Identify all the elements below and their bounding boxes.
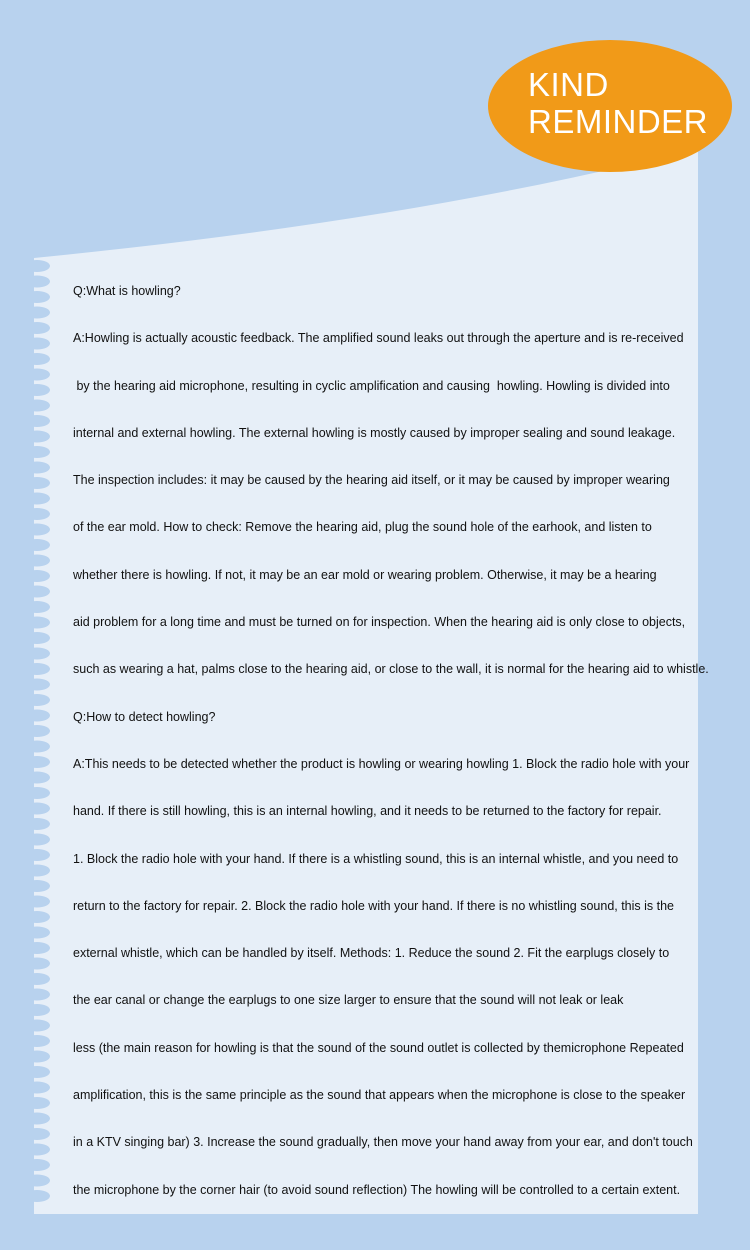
text-line: of the ear mold. How to check: Remove the hearing aid, plug the sound hole of the earhook, and listen to	[73, 520, 652, 535]
binding-hole	[24, 555, 50, 567]
binding-hole	[24, 400, 50, 412]
binding-hole	[24, 803, 50, 815]
binding-hole	[24, 989, 50, 1001]
binding-hole	[24, 1082, 50, 1094]
text-line: A:Howling is actually acoustic feedback. The amplified sound leaks out through the aperture and is re-received	[73, 331, 684, 346]
text-line: less (the main reason for howling is that the sound of the sound outlet is collected by themicrophone Repeated	[73, 1040, 684, 1055]
binding-hole	[24, 384, 50, 396]
binding-hole	[24, 446, 50, 458]
binding-hole	[24, 942, 50, 954]
binding-hole	[24, 415, 50, 427]
binding-hole	[24, 756, 50, 768]
text-line: Q:What is howling?	[73, 284, 181, 298]
text-line: external whistle, which can be handled by itself. Methods: 1. Reduce the sound 2. Fit the earplugs closely to	[73, 946, 670, 961]
binding-hole	[24, 725, 50, 737]
binding-hole	[24, 322, 50, 334]
binding-hole	[24, 632, 50, 644]
binding-hole	[24, 617, 50, 629]
text-line: the microphone by the corner hair (to avoid sound reflection) The howling will be controlled to a certain extent.	[73, 1182, 681, 1197]
binding-hole	[24, 1113, 50, 1125]
binding-hole	[24, 834, 50, 846]
text-line: by the hearing aid microphone, resulting in cyclic amplification and causing howling. Howling is divided into	[73, 378, 670, 393]
binding-hole	[24, 1097, 50, 1109]
binding-hole	[24, 462, 50, 474]
binding-holes	[24, 260, 50, 1202]
binding-hole	[24, 741, 50, 753]
binding-hole	[24, 772, 50, 784]
badge-title	[528, 66, 708, 140]
text-line: such as wearing a hat, palms close to the hearing aid, or close to the wall, it is normal for the hearing aid to whistle.	[73, 662, 709, 677]
faq-text	[73, 279, 713, 1225]
binding-hole	[24, 1175, 50, 1187]
text-line: The inspection includes: it may be caused by the hearing aid itself, or it may be caused by improper wearing	[73, 473, 670, 488]
badge-title-line-2: REMINDER	[528, 103, 709, 140]
binding-hole	[24, 1035, 50, 1047]
binding-hole	[24, 353, 50, 365]
binding-hole	[24, 927, 50, 939]
binding-hole	[24, 973, 50, 985]
binding-hole	[24, 307, 50, 319]
binding-hole	[24, 787, 50, 799]
binding-hole	[24, 260, 50, 272]
binding-hole	[24, 880, 50, 892]
binding-hole	[24, 291, 50, 303]
binding-hole	[24, 896, 50, 908]
binding-hole	[24, 1159, 50, 1171]
binding-hole	[24, 338, 50, 350]
binding-hole	[24, 1128, 50, 1140]
binding-hole	[24, 865, 50, 877]
binding-hole	[24, 710, 50, 722]
badge-title-line-1: KIND	[528, 66, 609, 103]
binding-hole	[24, 601, 50, 613]
binding-hole	[24, 1051, 50, 1063]
binding-hole	[24, 1004, 50, 1016]
text-line: whether there is howling. If not, it may be an ear mold or wearing problem. Otherwise, it may be a hearing	[73, 567, 657, 582]
binding-hole	[24, 586, 50, 598]
text-line: A:This needs to be detected whether the product is howling or wearing howling 1. Block the radio hole with your	[73, 756, 690, 771]
text-line: internal and external howling. The external howling is mostly caused by improper sealing and sound leakage.	[73, 425, 676, 440]
text-line: Q:How to detect howling?	[73, 709, 216, 724]
binding-hole	[24, 911, 50, 923]
text-line: in a KTV singing bar) 3. Increase the sound gradually, then move your hand away from your ear, and don't touch	[73, 1135, 693, 1150]
binding-hole	[24, 648, 50, 660]
binding-hole	[24, 369, 50, 381]
binding-hole	[24, 958, 50, 970]
binding-hole	[24, 276, 50, 288]
binding-hole	[24, 849, 50, 861]
binding-hole	[24, 1144, 50, 1156]
binding-hole	[24, 508, 50, 520]
text-line: amplification, this is the same principle as the sound that appears when the microphone is close to the speaker	[73, 1088, 686, 1103]
binding-hole	[24, 1190, 50, 1202]
text-line: 1. Block the radio hole with your hand. If there is a whistling sound, this is an internal whistle, and you need to	[73, 851, 679, 866]
binding-hole	[24, 694, 50, 706]
binding-hole	[24, 818, 50, 830]
binding-hole	[24, 477, 50, 489]
binding-hole	[24, 1066, 50, 1078]
binding-hole	[24, 570, 50, 582]
text-line: aid problem for a long time and must be turned on for inspection. When the hearing aid is only close to objects,	[73, 615, 686, 630]
binding-hole	[24, 524, 50, 536]
text-line: the ear canal or change the earplugs to one size larger to ensure that the sound will not leak or leak	[73, 993, 624, 1008]
binding-hole	[24, 539, 50, 551]
binding-hole	[24, 431, 50, 443]
binding-hole	[24, 1020, 50, 1032]
binding-hole	[24, 493, 50, 505]
binding-hole	[24, 679, 50, 691]
kind-reminder-badge	[488, 40, 732, 172]
text-line: return to the factory for repair. 2. Block the radio hole with your hand. If there is no whistling sound, this is the	[73, 898, 675, 913]
binding-hole	[24, 663, 50, 675]
text-line: hand. If there is still howling, this is an internal howling, and it needs to be returned to the factory for repair.	[73, 804, 662, 819]
